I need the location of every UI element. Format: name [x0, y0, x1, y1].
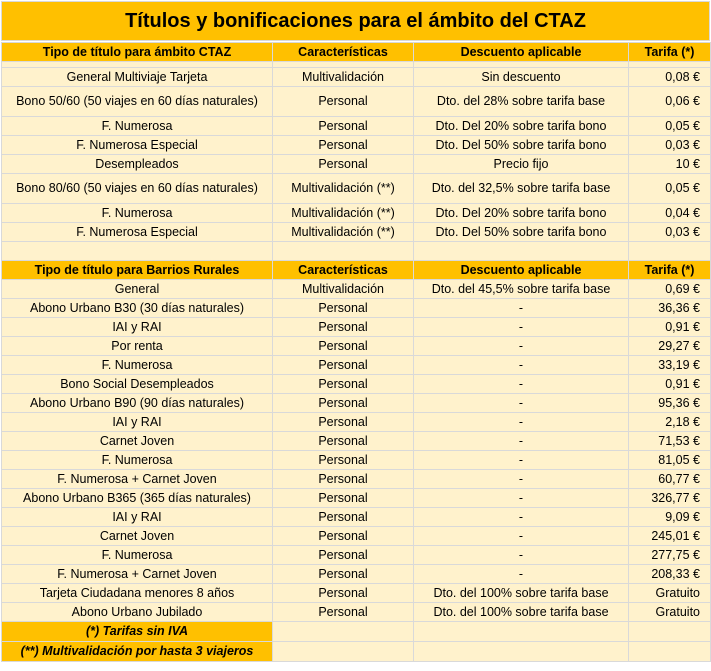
- cell-tarifa: 9,09 €: [629, 508, 711, 527]
- cell-tarifa: 33,19 €: [629, 356, 711, 375]
- cell-caracteristicas: Multivalidación (**): [273, 174, 414, 204]
- table-row: [2, 280, 711, 299]
- cell-tipo: Bono 80/60 (50 viajes en 60 días naturales): [2, 174, 273, 204]
- table-row: [2, 174, 711, 204]
- ctaz-rows: [2, 68, 711, 242]
- cell-tarifa: 0,08 €: [629, 68, 711, 87]
- ctaz-header-tarifa: Tarifa (*): [629, 43, 711, 62]
- table-row: [2, 68, 711, 87]
- sheet-title: Títulos y bonificaciones para el ámbito del CTAZ: [1, 1, 710, 41]
- cell-tarifa: 2,18 €: [629, 413, 711, 432]
- table-row: [2, 565, 711, 584]
- cell-descuento: -: [414, 394, 629, 413]
- cell-descuento: -: [414, 375, 629, 394]
- rural-rows: [2, 280, 711, 622]
- cell-tipo: Abono Urbano B90 (90 días naturales): [2, 394, 273, 413]
- table-row: [2, 204, 711, 223]
- table-row: [2, 318, 711, 337]
- cell-tipo: Abono Urbano B365 (365 días naturales): [2, 489, 273, 508]
- cell-tipo: Tarjeta Ciudadana menores 8 años: [2, 584, 273, 603]
- cell-descuento: -: [414, 451, 629, 470]
- cell-tarifa: 245,01 €: [629, 527, 711, 546]
- ctaz-header-caracteristicas: Características: [273, 43, 414, 62]
- cell-descuento: -: [414, 546, 629, 565]
- table-row: [2, 394, 711, 413]
- cell-descuento: Dto. Del 20% sobre tarifa bono: [414, 117, 629, 136]
- cell-descuento: -: [414, 356, 629, 375]
- cell-caracteristicas: Personal: [273, 87, 414, 117]
- cell-caracteristicas: Personal: [273, 337, 414, 356]
- cell-tipo: IAI y RAI: [2, 318, 273, 337]
- cell-descuento: -: [414, 299, 629, 318]
- note-row: [2, 622, 711, 642]
- table-row: [2, 432, 711, 451]
- cell-caracteristicas: Personal: [273, 527, 414, 546]
- cell-caracteristicas: Personal: [273, 394, 414, 413]
- cell-tarifa: 0,91 €: [629, 375, 711, 394]
- cell-caracteristicas: Multivalidación (**): [273, 223, 414, 242]
- cell-descuento: Dto. del 100% sobre tarifa base: [414, 603, 629, 622]
- cell-caracteristicas: Personal: [273, 117, 414, 136]
- cell-tipo: F. Numerosa + Carnet Joven: [2, 470, 273, 489]
- table-row: [2, 299, 711, 318]
- cell-caracteristicas: Personal: [273, 136, 414, 155]
- cell-tipo: Abono Urbano B30 (30 días naturales): [2, 299, 273, 318]
- cell-tarifa: 0,03 €: [629, 136, 711, 155]
- cell-tipo: Por renta: [2, 337, 273, 356]
- cell-tarifa: 0,06 €: [629, 87, 711, 117]
- cell-tarifa: 0,05 €: [629, 117, 711, 136]
- cell-caracteristicas: Personal: [273, 451, 414, 470]
- cell-tarifa: 0,03 €: [629, 223, 711, 242]
- cell-tipo: General Multiviaje Tarjeta: [2, 68, 273, 87]
- cell-tarifa: 277,75 €: [629, 546, 711, 565]
- rural-header-caracteristicas: Características: [273, 261, 414, 280]
- cell-caracteristicas: Multivalidación: [273, 68, 414, 87]
- rural-header-tarifa: Tarifa (*): [629, 261, 711, 280]
- cell-descuento: -: [414, 318, 629, 337]
- tariff-table: [1, 42, 711, 662]
- table-row: [2, 117, 711, 136]
- note-multivalidacion: (**) Multivalidación por hasta 3 viajeros: [2, 642, 273, 662]
- cell-tipo: F. Numerosa: [2, 451, 273, 470]
- cell-tipo: Carnet Joven: [2, 527, 273, 546]
- cell-tarifa: 29,27 €: [629, 337, 711, 356]
- cell-caracteristicas: Personal: [273, 565, 414, 584]
- cell-tarifa: Gratuito: [629, 584, 711, 603]
- cell-descuento: -: [414, 470, 629, 489]
- cell-caracteristicas: Personal: [273, 299, 414, 318]
- cell-descuento: Dto. Del 20% sobre tarifa bono: [414, 204, 629, 223]
- table-row: [2, 413, 711, 432]
- cell-tarifa: 71,53 €: [629, 432, 711, 451]
- cell-caracteristicas: Personal: [273, 155, 414, 174]
- cell-descuento: -: [414, 508, 629, 527]
- spacer-row: [2, 242, 711, 261]
- ctaz-header-row: [2, 43, 711, 62]
- table-row: [2, 470, 711, 489]
- table-row: [2, 155, 711, 174]
- table-row: [2, 603, 711, 622]
- note-row: [2, 642, 711, 662]
- ctaz-header-descuento: Descuento aplicable: [414, 43, 629, 62]
- cell-tipo: F. Numerosa: [2, 117, 273, 136]
- cell-descuento: Dto. del 45,5% sobre tarifa base: [414, 280, 629, 299]
- cell-tarifa: 0,04 €: [629, 204, 711, 223]
- table-row: [2, 584, 711, 603]
- cell-tipo: Bono Social Desempleados: [2, 375, 273, 394]
- table-row: [2, 508, 711, 527]
- table-row: [2, 136, 711, 155]
- cell-tipo: IAI y RAI: [2, 413, 273, 432]
- cell-caracteristicas: Personal: [273, 546, 414, 565]
- cell-tipo: Desempleados: [2, 155, 273, 174]
- cell-descuento: -: [414, 432, 629, 451]
- cell-descuento: -: [414, 565, 629, 584]
- cell-tipo: General: [2, 280, 273, 299]
- rural-header-descuento: Descuento aplicable: [414, 261, 629, 280]
- table-row: [2, 375, 711, 394]
- cell-tarifa: 60,77 €: [629, 470, 711, 489]
- table-row: [2, 489, 711, 508]
- cell-caracteristicas: Personal: [273, 318, 414, 337]
- cell-tarifa: 36,36 €: [629, 299, 711, 318]
- cell-tipo: F. Numerosa: [2, 356, 273, 375]
- cell-caracteristicas: Personal: [273, 584, 414, 603]
- cell-caracteristicas: Personal: [273, 603, 414, 622]
- cell-tipo: Bono 50/60 (50 viajes en 60 días naturales): [2, 87, 273, 117]
- cell-tarifa: 326,77 €: [629, 489, 711, 508]
- cell-descuento: -: [414, 527, 629, 546]
- cell-tipo: F. Numerosa Especial: [2, 223, 273, 242]
- cell-caracteristicas: Personal: [273, 432, 414, 451]
- cell-caracteristicas: Personal: [273, 375, 414, 394]
- cell-tipo: Carnet Joven: [2, 432, 273, 451]
- cell-descuento: Sin descuento: [414, 68, 629, 87]
- note-tarifas-sin-iva: (*) Tarifas sin IVA: [2, 622, 273, 642]
- cell-descuento: -: [414, 337, 629, 356]
- cell-caracteristicas: Personal: [273, 413, 414, 432]
- cell-tarifa: 0,69 €: [629, 280, 711, 299]
- table-row: [2, 356, 711, 375]
- table-row: [2, 527, 711, 546]
- table-row: [2, 337, 711, 356]
- cell-tarifa: Gratuito: [629, 603, 711, 622]
- cell-tipo: F. Numerosa: [2, 204, 273, 223]
- cell-tarifa: 10 €: [629, 155, 711, 174]
- cell-caracteristicas: Multivalidación (**): [273, 204, 414, 223]
- cell-caracteristicas: Multivalidación: [273, 280, 414, 299]
- cell-tipo: Abono Urbano Jubilado: [2, 603, 273, 622]
- cell-caracteristicas: Personal: [273, 508, 414, 527]
- table-row: [2, 546, 711, 565]
- cell-tarifa: 0,05 €: [629, 174, 711, 204]
- cell-descuento: Precio fijo: [414, 155, 629, 174]
- cell-tarifa: 0,91 €: [629, 318, 711, 337]
- rural-header-tipo: Tipo de título para Barrios Rurales: [2, 261, 273, 280]
- cell-descuento: Dto. Del 50% sobre tarifa bono: [414, 136, 629, 155]
- ctaz-header-tipo: Tipo de título para ámbito CTAZ: [2, 43, 273, 62]
- cell-tarifa: 95,36 €: [629, 394, 711, 413]
- cell-tarifa: 81,05 €: [629, 451, 711, 470]
- cell-descuento: Dto. del 28% sobre tarifa base: [414, 87, 629, 117]
- cell-caracteristicas: Personal: [273, 470, 414, 489]
- cell-descuento: -: [414, 489, 629, 508]
- cell-caracteristicas: Personal: [273, 356, 414, 375]
- table-row: [2, 451, 711, 470]
- cell-descuento: Dto. del 32,5% sobre tarifa base: [414, 174, 629, 204]
- cell-tipo: IAI y RAI: [2, 508, 273, 527]
- table-row: [2, 87, 711, 117]
- cell-descuento: -: [414, 413, 629, 432]
- table-row: [2, 223, 711, 242]
- cell-descuento: Dto. Del 50% sobre tarifa bono: [414, 223, 629, 242]
- cell-tipo: F. Numerosa: [2, 546, 273, 565]
- cell-caracteristicas: Personal: [273, 489, 414, 508]
- rural-header-row: [2, 261, 711, 280]
- cell-tarifa: 208,33 €: [629, 565, 711, 584]
- cell-tipo: F. Numerosa + Carnet Joven: [2, 565, 273, 584]
- cell-tipo: F. Numerosa Especial: [2, 136, 273, 155]
- cell-descuento: Dto. del 100% sobre tarifa base: [414, 584, 629, 603]
